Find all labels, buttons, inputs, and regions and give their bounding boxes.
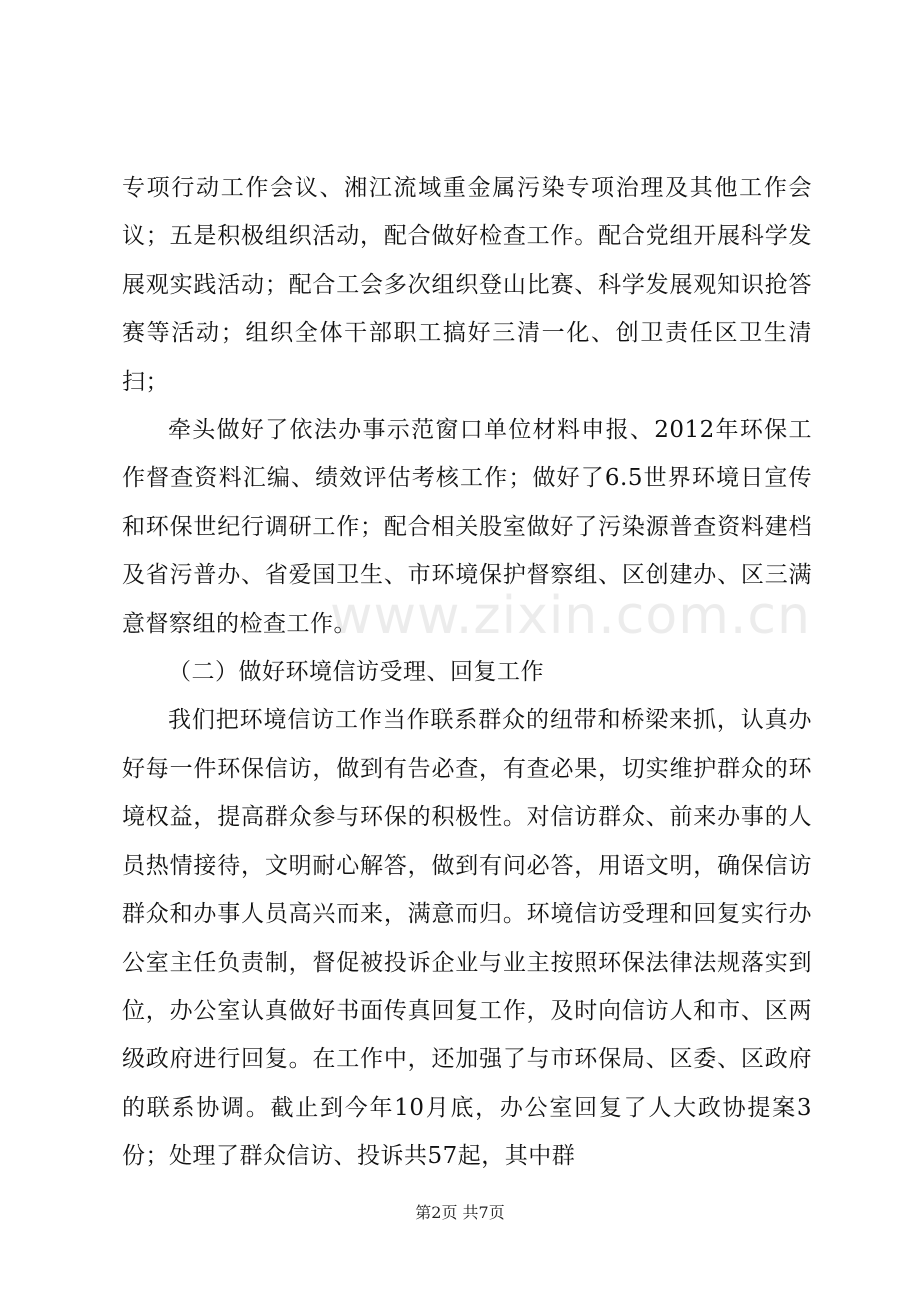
paragraph-1: 专项行动工作会议、湘江流域重金属污染专项治理及其他工作会议；五是积极组织活动，配合做好检查工作。配合党组开展科学发展观实践活动；配合工会多次组织登山比赛、科学发展观知识抢答赛等活动；组织全体干部职工搞好三清一化、创卫责任区卫生清扫； [122, 175, 812, 395]
page-footer: 第2页 共7页 [415, 1203, 505, 1222]
section-heading: （二）做好环境信访受理、回复工作 [168, 659, 544, 686]
document-body [122, 164, 812, 1181]
paragraph-3: 我们把环境信访工作当作联系群众的纽带和桥梁来抓，认真办好每一件环保信访，做到有告必查，有查必果，切实维护群众的环境权益，提高群众参与环保的积极性。对信访群众、前来办事的人员热情接待，文明耐心解答，做到有问必答，用语文明，确保信访群众和办事人员高兴而来，满意而归。环境信访受理和回复实行办公室主任负责制，督促被投诉企业与业主按照环保法律法规落实到位，办公室认真做好书面传真回复工作，及时向信访人和市、区两级政府进行回复。在工作中，还加强了与市环保局、区委、区政府的联系协调。截止到今年10月底，办公室回复了人大政协提案3份；处理了群众信访、投诉共57起，其中群 [122, 707, 812, 1170]
watermark: www.zixin.com.cn [330, 586, 811, 646]
paragraph-2: 牵头做好了依法办事示范窗口单位材料申报、2012年环保工作督查资料汇编、绩效评估考核工作；做好了6.5世界环境日宣传和环保世纪行调研工作；配合相关股室做好了污染源普查资料建档及省污普办、省爱国卫生、市环境保护督察组、区创建办、区三满意督察组的检查工作。 [122, 417, 812, 637]
